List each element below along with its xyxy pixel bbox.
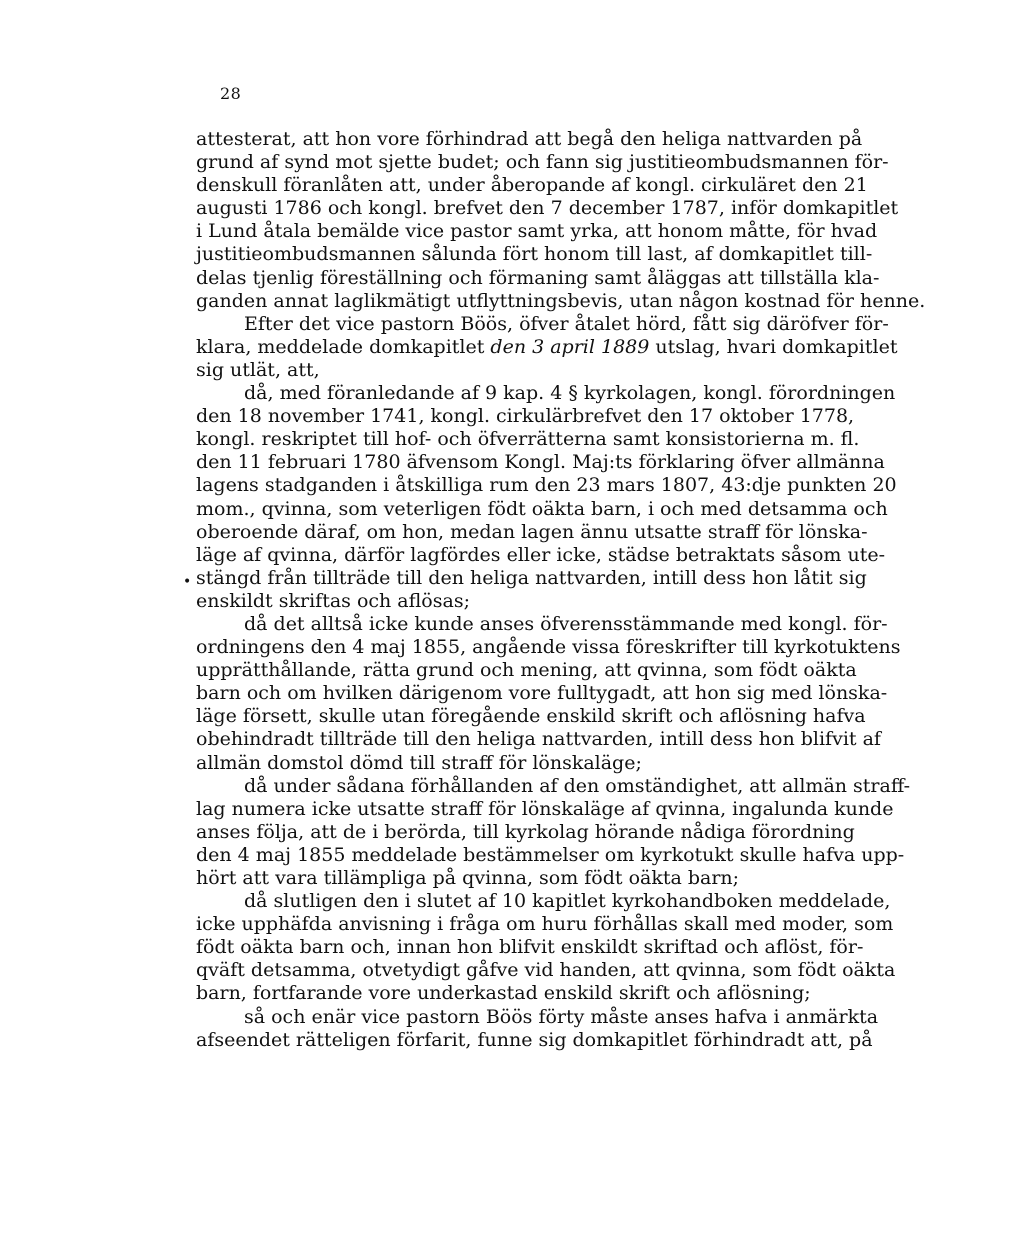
italic-date: den 3 april 1889 <box>490 335 650 358</box>
document-body <box>196 128 956 1052</box>
text-fragment: utslag, hvari domkapitlet <box>649 335 898 358</box>
text-line: lagens stadganden i åtskilliga rum den 23 mars 1807, 43:dje punkten 20 <box>196 474 897 497</box>
text-line: qväft detsamma, otvetydigt gåfve vid handen, att qvinna, som födt oäkta <box>196 959 896 982</box>
text-line: då under sådana förhållanden af den omständighet, att allmän straff- <box>244 774 911 797</box>
text-fragment: klara, meddelade domkapitlet <box>196 335 491 358</box>
text-line: augusti 1786 och kongl. brefvet den 7 december 1787, inför domkapitlet <box>196 197 899 220</box>
text-line: allmän domstol dömd till straff för lönskaläge; <box>196 751 642 774</box>
text-line: afseendet rätteligen förfarit, funne sig domkapitlet förhindradt att, på <box>196 1028 873 1051</box>
text-line: Efter det vice pastorn Böös, öfver åtalet hörd, fått sig däröfver för- <box>244 312 889 335</box>
text-line: då det alltså icke kunde anses öfverensstämmande med kongl. för- <box>244 612 888 635</box>
text-line: delas tjenlig föreställning och förmaning samt åläggas att tillställa kla- <box>196 266 880 289</box>
text-line: barn, fortfarande vore underkastad enskild skrift och aflösning; <box>196 982 811 1005</box>
text-line: läge af qvinna, därför lagfördes eller icke, städse betraktats såsom ute- <box>196 543 886 566</box>
text-line: anses följa, att de i berörda, till kyrkolag hörande nådiga förordning <box>196 820 855 843</box>
text-line: oberoende däraf, om hon, medan lagen ännu utsatte straff för lönska- <box>196 520 868 543</box>
text-line: då, med föranledande af 9 kap. 4 § kyrkolagen, kongl. förordningen <box>244 382 896 405</box>
text-line: upprätthållande, rätta grund och mening, att qvinna, som födt oäkta <box>196 659 857 682</box>
text-line: hört att vara tillämpliga på qvinna, som födt oäkta barn; <box>196 867 740 889</box>
text-line: mom., qvinna, som veterligen födt oäkta barn, i och med detsamma och <box>196 497 888 520</box>
text-line: läge försett, skulle utan föregående enskild skrift och aflösning hafva <box>196 705 866 728</box>
text-line: grund af synd mot sjette budet; och fann sig justitieombudsmannen för- <box>196 151 889 174</box>
text-line: barn och om hvilken därigenom vore fulltygadt, att hon sig med lönska- <box>196 682 888 705</box>
text-line: den 4 maj 1855 meddelade bestämmelser om kyrkotukt skulle hafva upp- <box>196 843 905 866</box>
text-line: födt oäkta barn och, innan hon blifvit enskildt skriftad och aflöst, för- <box>196 936 864 959</box>
text-line: obehindradt tillträde till den heliga nattvarden, intill dess hon blifvit af <box>196 728 881 751</box>
page-number: 28 <box>220 84 242 103</box>
text-line: ganden annat laglikmätigt utflyttningsbevis, utan någon kostnad för henne. <box>196 289 926 312</box>
text-line: denskull föranlåten att, under åberopande af kongl. cirkuläret den 21 <box>196 174 868 197</box>
text-line: i Lund åtala bemälde vice pastor samt yrka, att honom måtte, för hvad <box>196 220 878 243</box>
text-line: den 11 februari 1780 äfvensom Kongl. Maj:ts förklaring öfver allmänna <box>196 451 885 474</box>
text-line: ordningens den 4 maj 1855, angående vissa föreskrifter till kyrkotuktens <box>196 636 901 659</box>
text-line: då slutligen den i slutet af 10 kapitlet kyrkohandboken meddelade, <box>244 890 891 913</box>
text-line: enskildt skriftas och aflösas; <box>196 589 470 612</box>
text-line: attesterat, att hon vore förhindrad att begå den heliga nattvarden på <box>196 128 863 150</box>
text-line: stängd från tillträde till den heliga nattvarden, intill dess hon låtit sig <box>196 566 867 589</box>
text-line: lag numera icke utsatte straff för lönskaläge af qvinna, ingalunda kunde <box>196 797 894 820</box>
margin-mark: • <box>183 574 192 590</box>
text-line: sig utlät, att, <box>196 358 320 381</box>
text-line: kongl. reskriptet till hof- och öfverrätterna samt konsistorierna m. fl. <box>196 428 860 451</box>
text-line: den 18 november 1741, kongl. cirkulärbrefvet den 17 oktober 1778, <box>196 405 855 428</box>
text-line <box>196 336 956 359</box>
text-line: justitieombudsmannen sålunda fört honom till last, af domkapitlet till- <box>196 243 873 266</box>
text-line: icke upphäfda anvisning i fråga om huru förhållas skall med moder, som <box>196 913 894 936</box>
text-line: så och enär vice pastorn Böös förty måste anses hafva i anmärkta <box>244 1005 879 1028</box>
